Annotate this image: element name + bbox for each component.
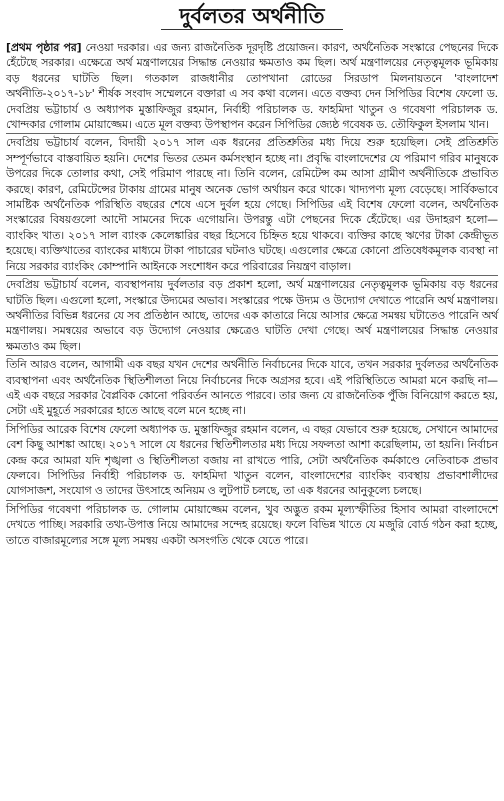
paragraph-1 — [6, 40, 498, 132]
paragraph-divider — [6, 133, 498, 134]
article-headline: দুর্বলতর অর্থনীতি — [161, 4, 342, 30]
paragraph-divider — [6, 355, 498, 356]
paragraph-3: দেবপ্রিয় ভট্টাচার্য বলেন, ব্যবস্থাপনায় দুর্বলতার বড় প্রকাশ হলো, অর্থ মন্ত্রণালয়ের নেতৃত্বমূলক ভূমিকায় বড় ধরনের ঘাটতি ছিল। এগুলো হলো, সংস্কারে উদ্যমের অভাব। সংস্কারের পক্ষে উদ্যম ও উদ্যোগ দেখাতে পারেনি অর্থ মন্ত্রণালয়। অর্থনীতির বিভিন্ন ধরনের যে সব প্রতিষ্ঠান আছে, তাদের এক কাতারে নিয়ে আসার ক্ষেত্রে সমন্বয় ঘটাতেও পারেনি অর্থ মন্ত্রণালয়। সমন্বয়ের অভাবে বড় উদ্যোগ নেওয়ার ক্ষেত্রেও ঘাটতি দেখা গেছে। অর্থ মন্ত্রণালয়ের সিদ্ধান্ত নেওয়ার ক্ষমতাও কম ছিল। — [6, 278, 498, 353]
paragraph-divider — [6, 500, 498, 501]
continuation-marker: [প্রথম পৃষ্ঠার পর] — [6, 41, 82, 54]
headline-area — [0, 0, 504, 34]
paragraph-6: সিপিডির গবেষণা পরিচালক ড. গোলাম মোয়াজ্জেম বলেন, খুব অদ্ভুত রকম মূল্যস্ফীতির হিসাব আমরা বাংলাদেশে দেখতে পাচ্ছি। সরকারি তথ্য-উপাত্ত নিয়ে আমাদের সন্দেহ রয়েছে। ফলে বিভিন্ন খাতে যে মজুরি বোর্ড গঠন করা হচ্ছে, তাতে বাজারমূল্যের সঙ্গে মূল্য সমন্বয় একটা অসংগতি থেকে যেতে পারে। — [6, 502, 498, 547]
paragraph-2: দেবপ্রিয় ভট্টাচার্য বলেন, বিদায়ী ২০১৭ সাল এক ধরনের প্রতিশ্রুতির মধ্য দিয়ে শুরু হয়েছিল। সেই প্রতিশ্রুতি সম্পূর্ণভাবে বাস্তবায়িত হয়নি। দেশের ভিতর তেমন কর্মসংস্থান হচ্ছে না। প্রবৃদ্ধি বাংলাদেশের যে পরিমাণ গরিব মানুষকে উপরের দিকে তোলার কথা, সেই পরিমাণ পারছে না। তিনি বলেন, রেমিটেন্স কম আসা গ্রামীণ অর্থনীতিকে প্রভাবিত করছে। কারণ, রেমিটেন্সের টাকায় গ্রামের মানুষ অনেক ভোগ অর্থায়ন করে থাকে। খাদ্যপণ্য মূল্য বেড়েছে। সার্বিকভাবে সামষ্টিক অর্থনৈতিক পরিস্থিতি বছরের শেষে এসে দুর্বল হয়ে গেছে। সিপিডির এই বিশেষ ফেলো বলেন, অর্থনৈতিক সংস্কারের বিষয়গুলো আদৌ সামনের দিকে এগোয়নি। উপরন্তু এটা পেছনের দিকে হেঁটেছে। এর উদাহরণ হলো— ব্যাংকিং খাত। ২০১৭ সাল ব্যাংক কেলেঙ্কারির বছর হিসেবে চিহ্নিত হয়ে থাকবে। ব্যক্তির কাছে ঋণের টাকা কেন্দ্রীভূত হয়েছে। ব্যক্তিখাতের ব্যাংকের মাধ্যমে টাকা পাচারের ঘটনাও ঘটছে। এগুলোর ক্ষেত্রে কোনো প্রতিষেধকমূলক ব্যবস্থা না নিয়ে সরকার ব্যাংকিং কোম্পানি আইনকে সংশোধন করে পরিবারের নিয়ন্ত্রণ বাড়াল। — [6, 136, 498, 273]
article-body — [0, 34, 504, 548]
paragraph-divider — [6, 420, 498, 421]
paragraph-1-text: নেওয়া দরকার। এর জন্য রাজনৈতিক দূরদৃষ্টি প্রয়োজন। কারণ, অর্থনৈতিক সংস্কারে পেছনের দিকে হেঁটেছে সরকার। এক্ষেত্রে অর্থ মন্ত্রণালয়ের সিদ্ধান্ত নেওয়ার ক্ষমতাও কম ছিল। অর্থ মন্ত্রণালয়ের নেতৃত্বমূলক ভূমিকায় বড় ধরনের ঘাটতি ছিল। গতকাল রাজধানীর তোপখানা রোডের সিরডাপ মিলনায়তনে 'বাংলাদেশ অর্থনীতি-২০১৭-১৮' শীর্ষক সংবাদ সম্মেলনে বক্তারা এ সব কথা বলেন। এতে বক্তব্য দেন সিপিডির বিশেষ ফেলো ড. দেবপ্রিয় ভট্টাচার্য ও অধ্যাপক মুস্তাফিজুর রহমান, নির্বাহী পরিচালক ড. ফাহমিদা খাতুন ও গবেষণা পরিচালক ড. খোন্দকার গোলাম মোয়াজ্জেম। এতে মূল বক্তব্য উপস্থাপন করেন সিপিডির জ্যেষ্ঠ গবেষক ড. তৌফিকুল ইসলাম খান। — [6, 41, 499, 132]
paragraph-4: তিনি আরও বলেন, আগামী এক বছর যখন দেশের অর্থনীতি নির্বাচনের দিকে যাবে, তখন সরকার দুর্বলতর অর্থনৈতিক ব্যবস্থাপনা এবং অর্থনৈতিক স্থিতিশীলতা নিয়ে নির্বাচনের দিকে অগ্রসর হবে। এই পরিস্থিতিতে আমরা মনে করছি না— এই এক বছরে সরকার বৈপ্লবিক কোনো পরিবর্তন আনতে পারবে। তার জন্য যে রাজনৈতিক পুঁজি বিনিয়োগ করতে হয়, সেটা এই মুহূর্তে সরকারের হাতে আছে বলে মনে হচ্ছে না। — [6, 358, 498, 418]
paragraph-5: সিপিডির আরেক বিশেষ ফেলো অধ্যাপক ড. মুস্তাফিজুর রহমান বলেন, এ বছর যেভাবে শুরু হয়েছে, সেখানে আমাদের বেশ কিছু আশঙ্কা আছে। ২০১৭ সালে যে ধরনের স্থিতিশীলতার মধ্য দিয়ে সফলতা আশা করেছিলাম, তা হয়নি। নির্বাচন কেন্দ্র করে আমরা যদি শৃঙ্খলা ও স্থিতিশীলতা বজায় না রাখতে পারি, সেটা অর্থনৈতিক কর্মকাণ্ডে নেতিবাচক প্রভাব ফেলবে। সিপিডির নির্বাহী পরিচালক ড. ফাহমিদা খাতুন বলেন, বাংলাদেশের ব্যাংকিং ব্যবস্থায় প্রভাবশালীদের যোগসাজশ, সংযোগ ও তাদের উৎসাহে অনিয়ম ও লুটপাট চলছে, তা এক ধরনের আনুকূল্যে চলছে। — [6, 422, 498, 498]
paragraph-divider — [6, 275, 498, 276]
